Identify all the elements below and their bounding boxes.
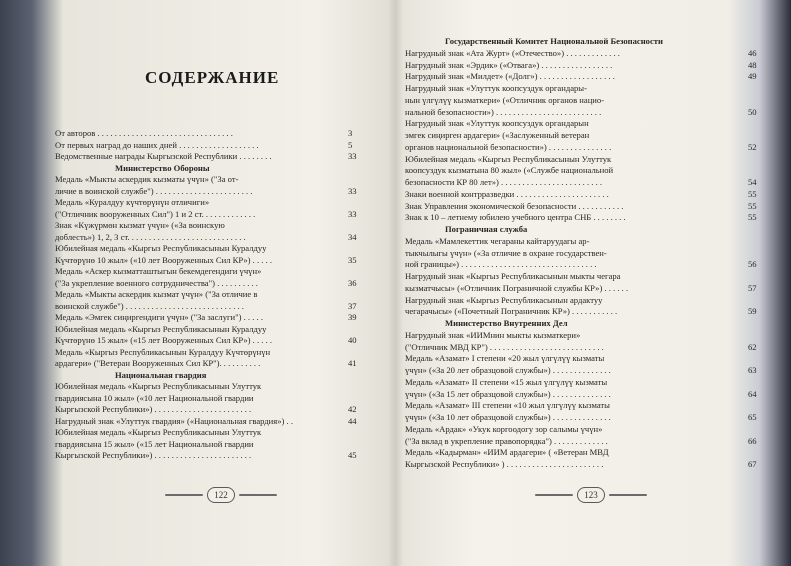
toc-page-number: 56 [748,259,757,270]
toc-entry: Знаки военной контрразведки . . . . . . . . . . . . . . . . . . . . . . [405,188,609,199]
toc-entry: эмгек сиңирген ардагери» («Заслуженный ветеран [405,130,590,140]
toc-entry: Медаль «Азамат» II степени «15 жыл үлгүлүү кызматы [405,376,608,387]
toc-entry: Нагрудный знак «ИИМнин мыкты кызматкери» [405,329,581,340]
toc-entry: Нагрудный знак «Кыргыз Республикасынын ардактуу [405,294,603,305]
toc-entry: Нагрудный знак «Улуттук коопсуздук органдары- [405,83,587,93]
toc-entry: Күчтөрүнө 15 жыл» («15 лет Вооруженных Сил КР») . . . . . [55,335,273,345]
toc-entry: Нагрудный знак «Улуттук гвардия» («Национальная гвардия») . . [55,415,293,426]
toc-page-number: 40 [348,335,357,345]
toc-entry: нальной безопасности») . . . . . . . . . . . . . . . . . . . . . . . . . [405,106,602,117]
toc-page-number: 45 [348,450,357,460]
toc-entry: воинской службе") . . . . . . . . . . . . . . . . . . . . . . . . . . . . [55,300,244,311]
toc-section-heading: Министерство Внутренних Дел [445,318,568,328]
right-page [405,0,770,566]
toc-entry: Юбилейная медаль «Кыргыз Республикасынын Улуттук [55,381,262,391]
toc-page-number: 55 [748,212,757,223]
toc-page-number: 59 [748,306,757,317]
toc-page-number: 57 [748,282,757,293]
toc-page-number: 37 [348,300,357,311]
toc-page-number: 35 [348,254,357,265]
toc-entry: органов национальной безопасности») . . . . . . . . . . . . . . . [405,141,612,152]
toc-entry: Нагрудный знак «Эрдик» («Отвага») . . . . . . . . . . . . . . . . . [405,59,613,70]
toc-entry: чегарачысы» («Почетный Пограничник КР») . . . . . . . . . . . [405,306,618,317]
toc-page-number: 54 [748,177,757,187]
toc-page-number: 36 [348,277,357,288]
toc-entry: ардагери» ("Ветеран Вооруженных Сил КР"). . . . . . . . . . [55,358,261,368]
toc-entry: безопасности КР 80 лет») . . . . . . . . . . . . . . . . . . . . . . . . [405,177,603,187]
page-number: 122 [207,487,235,503]
toc-entry: Кыргызской Республики» ) . . . . . . . . . . . . . . . . . . . . . . . [405,459,604,469]
toc-entry: Юбилейная медаль «Кыргыз Республикасынын Улуттук [405,153,612,164]
toc-entry: Медаль «Азамат» I степени «20 жыл үлгүлүү кызматы [405,353,605,364]
toc-entry: үчүн» («За 20 лет образцовой службы») . . . . . . . . . . . . . . [405,365,611,375]
toc-entry: тыкчылыгы үчүн» («За отличие в охране государствен- [405,247,607,258]
toc-entry: Юбилейная медаль «Кыргыз Республикасынын Куралдуу [55,243,267,253]
toc-entry: Знак Управления экономической безопасности . . . . . . . . . . . [405,200,624,211]
toc-page-number: 33 [348,151,357,161]
toc-entry: Юбилейная медаль «Кыргыз Республикасынын Куралдуу [55,323,267,334]
toc-entry: доблесть») 1, 2, 3 ст. . . . . . . . . . . . . . . . . . . . . . . . . . . . [55,231,246,242]
toc-entry: Нагрудный знак «Улуттук коопсуздук органдарын [405,118,589,129]
ornament-line [609,494,647,496]
toc-page-number: 44 [348,415,357,426]
toc-entry: гвардиясына 15 жыл» («15 лет Национальной гвардии [55,438,254,449]
toc-page-number: 42 [348,404,357,414]
toc-page-number: 3 [348,128,353,138]
toc-entry: ("За вклад в укрепление правопорядка") . . . . . . . . . . . . . [405,435,608,446]
toc-page-number: 39 [348,312,357,322]
toc-entry: коопсуздук кызматына 80 жыл» («Службе национальной [405,165,614,176]
toc-entry: Медаль «Куралдуу күчтөрүнүн отличиги» [55,197,210,207]
page-number: 123 [577,487,605,503]
ornament-line [239,494,277,496]
toc-entry: Знак «Күжүрмөн кызмат үчүн» («За воинскую [55,220,225,230]
toc-page-number: 33 [348,185,357,196]
toc-entry: Кыргызской Республики») . . . . . . . . . . . . . . . . . . . . . . . [55,404,252,414]
toc-page-number: 50 [748,106,757,117]
toc-page-number: 64 [748,388,757,399]
toc-section-heading: Министерство Обороны [115,162,210,173]
toc-entry: Знак к 10 – летнему юбилею учебного центра СНБ . . . . . . . . [405,212,626,223]
toc-section-heading: Государственный Комитет Национальной Безопасности [445,36,663,46]
toc-page-number: 65 [748,412,757,422]
toc-entry: Күчтөрүнө 10 жыл» («10 лет Вооруженных Сил КР») . . . . . [55,254,273,265]
toc-page-number: 62 [748,341,757,352]
toc-entry: Нагрудный знак «Ата Журт» («Отечество») . . . . . . . . . . . . . [405,47,620,58]
toc-entry: ("Отличник МВД КР") . . . . . . . . . . . . . . . . . . . . . . . . . . . [405,341,604,352]
page-ornament-right [535,488,647,502]
toc-page-number: 46 [748,47,757,58]
toc-page-number: 48 [748,59,757,70]
toc-entry: Кыргызской Республики») . . . . . . . . . . . . . . . . . . . . . . . [55,450,252,460]
toc-entry: Ведомственные награды Кыргызской Республики . . . . . . . . [55,151,272,161]
toc-entry: Нагрудный знак «Кыргыз Республикасынын мыкты чегара [405,271,621,281]
toc-entry: үчүн» («За 15 лет образцовой службы») . . . . . . . . . . . . . . [405,388,611,399]
toc-entry: ("За укрепление военного сотрудничества") . . . . . . . . . . [55,277,258,288]
toc-page-number: 55 [748,188,757,199]
toc-page-number: 34 [348,231,357,242]
toc-entry: Медаль «Мамлекеттик чегараны кайтаруудагы ар- [405,235,590,246]
toc-entry: нын үлгүлүү кызматкери» («Отличник органов нацио- [405,94,605,105]
toc-entry: Медаль «Мыкты аскердик кызмат үчүн» ("За отличие в [55,289,258,299]
toc-entry: кызматчысы» («Отличник Пограничной службы КР») . . . . . . [405,282,629,293]
toc-page-number: 55 [748,200,757,211]
toc-entry: Медаль «Аскер кызматташтыгын бекемдегендиги үчүн» [55,266,262,276]
toc-entry: Нагрудный знак «Милдет» («Долг») . . . . . . . . . . . . . . . . . . [405,71,615,82]
toc-entry: Медаль «Кыргыз Республикасынын Куралдуу Күчтөрүнүн [55,346,271,357]
toc-page-number: 49 [748,71,757,82]
toc-page-number: 52 [748,141,757,152]
left-page [55,0,390,566]
toc-entry: От авторов . . . . . . . . . . . . . . . . . . . . . . . . . . . . . . . . [55,128,233,138]
page-title: СОДЕРЖАНИЕ [145,68,280,87]
toc-entry: ной границы») . . . . . . . . . . . . . . . . . . . . . . . . . . . . . . . . [405,259,597,270]
toc-entry: ("Отличник вооруженных Сил") 1 и 2 ст. . . . . . . . . . . . . [55,208,256,219]
toc-section-heading: Пограничная служба [445,224,528,234]
toc-section-heading: Национальная гвардия [115,369,207,380]
toc-page-number: 41 [348,358,357,368]
toc-entry: Медаль «Азамат» III степени «10 жыл үлгүлүү кызматы [405,400,610,411]
toc-entry: үчүн» («За 10 лет образцовой службы») . . . . . . . . . . . . . . [405,412,611,422]
toc-page-number: 66 [748,435,757,446]
toc-page-number: 33 [348,208,357,219]
toc-entry: Медаль «Ардак» «Укук коргоодогу зор салымы үчүн» [405,423,603,434]
toc-entry: Юбилейная медаль «Кыргыз Республикасынын Улуттук [55,427,262,437]
toc-entry: От первых наград до наших дней . . . . . . . . . . . . . . . . . . . [55,139,259,150]
toc-entry: Медаль «Кадырман» «ИИМ ардагери» ( «Ветеран МВД [405,447,609,458]
toc-entry: Медаль «Мыкты аскердик кызматы үчүн» ("За от- [55,174,239,184]
toc-entry: Медаль «Эмгек сиңиргендиги үчүн» ("За заслуги") . . . . . [55,312,263,322]
ornament-line [165,494,203,496]
toc-entry: гвардиясына 10 жыл» («10 лет Национальной гвардии [55,392,254,403]
toc-page-number: 5 [348,139,353,150]
toc-entry: личие в воинской службе") . . . . . . . . . . . . . . . . . . . . . . . [55,185,253,196]
toc-page-number: 63 [748,365,757,375]
toc-page-number: 67 [748,459,757,469]
ornament-line [535,494,573,496]
page-ornament-left [165,488,277,502]
